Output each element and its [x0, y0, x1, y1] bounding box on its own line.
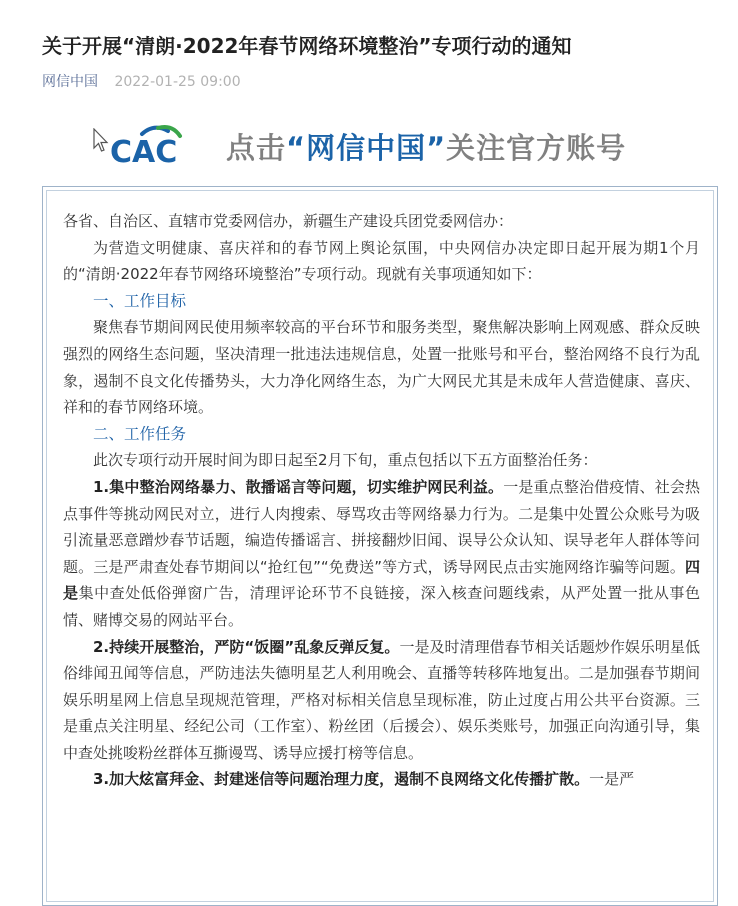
- task2-title: 2.持续开展整治，严防“饭圈”乱象反弹反复。: [93, 637, 400, 656]
- task1-four: 四是: [63, 557, 700, 603]
- intro-paragraph: 为营造文明健康、喜庆祥和的春节网上舆论氛围，中央网信办决定即日起开展为期1个月的“清朗·2022年春节网络环境整治”专项行动。现就有关事项通知如下：: [63, 238, 700, 284]
- cac-logo-text: CAC: [110, 135, 178, 166]
- section1-paragraph: 聚焦春节期间网民使用频率较高的平台环节和服务类型，聚焦解决影响上网观感、群众反映强烈的网络生态问题，坚决清理一批违法违规信息，处置一批账号和平台，整治网络不良行为乱象，遏制不良文化传播势头，大力净化网络生态，为广大网民尤其是未成年人营造健康、喜庆、祥和的春节网络环境。: [63, 318, 700, 417]
- banner-prefix: 点击: [226, 131, 287, 165]
- article-date: 2022-01-25 09:00: [114, 74, 241, 90]
- banner-text: [226, 126, 626, 167]
- task2-two: 二是加强春节期间娱乐明星网上信息呈现规范管理，严格对标相关信息呈现标准，防止过度占用公共平台资源。三是重点关注明星、经纪公司（工作室）、粉丝团（后援会）、娱乐类账号，加强正向沟通引导，集中查处挑唆粉丝群体互撕谩骂、诱导应援打榜等信息。: [63, 664, 700, 762]
- task1-one: 一是: [503, 477, 534, 496]
- task1-four-text: 集中查处低俗弹窗广告，清理评论环节不良链接，深入核查问题线索，从严处置一批从事色情、赌博交易的网站平台。: [63, 584, 700, 629]
- cac-logo-icon: [106, 124, 198, 166]
- task2-paragraph: [63, 634, 700, 767]
- section1-heading: 一、工作目标: [93, 291, 187, 310]
- banner-suffix: 关注官方账号: [446, 131, 627, 165]
- task2-one: 一是: [399, 637, 430, 656]
- article-title: 关于开展“清朗·2022年春节网络环境整治”专项行动的通知: [42, 34, 572, 58]
- article-body: [63, 208, 700, 793]
- task3-title: 3.加大炫富拜金、封建迷信等问题治理力度，遏制不良网络文化传播扩散。: [93, 770, 590, 789]
- task1-one-text: 重点整治借疫情、社会热点事件等挑动网民对立，进行人肉搜索、辱骂攻击等网络暴力行为。: [63, 477, 700, 523]
- article-source-link[interactable]: 网信中国: [42, 74, 98, 90]
- task2-one-text: 及时清理借春节相关话题炒作娱乐明星低俗绯闻丑闻等信息，严防违法失德明星艺人利用晚会、直播等转移阵地复出。: [63, 637, 700, 683]
- task3-one: 一是严: [589, 770, 635, 789]
- task3-paragraph: [63, 766, 700, 793]
- follow-banner[interactable]: [92, 124, 692, 168]
- task1-title: 1.集中整治网络暴力、散播谣言等问题，切实维护网民利益。: [93, 477, 504, 496]
- section2-intro: 此次专项行动开展时间为即日起至2月下旬，重点包括以下五方面整治任务：: [93, 451, 598, 470]
- salutation: 各省、自治区、直辖市党委网信办，新疆生产建设兵团党委网信办：: [63, 212, 514, 230]
- task1-paragraph: [63, 474, 700, 634]
- task1-two-text: 集中处置公众账号为吸引流量恶意蹭炒春节话题，编造传播谣言、拼接翻炒旧闻、误导公众认知、误导老年人群体等问题。: [63, 504, 700, 576]
- article-meta: [42, 71, 241, 91]
- banner-highlight: “网信中国”: [286, 131, 447, 165]
- section2-heading: 二、工作任务: [93, 424, 187, 443]
- task1-two: 二是: [518, 504, 549, 523]
- task1-three: 三是严肃查处春节期间以“抢红包”“免费送”等方式，诱导网民点击实施网络诈骗等问题。: [93, 557, 685, 576]
